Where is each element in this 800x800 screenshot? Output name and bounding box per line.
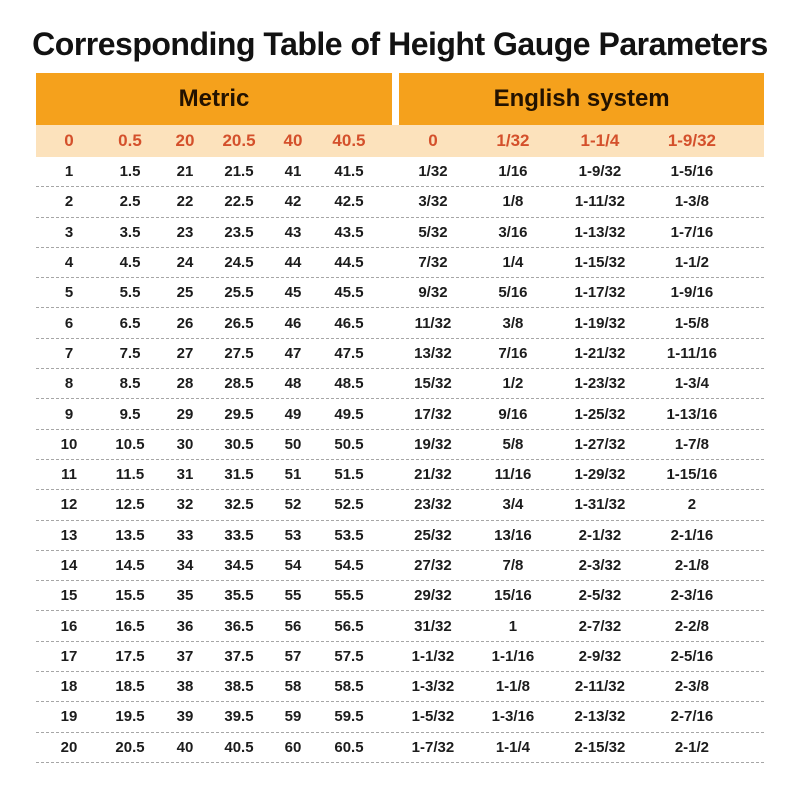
table-cell: 12	[60, 496, 78, 514]
table-cell: 8	[64, 375, 74, 393]
table-cell: 2	[64, 193, 74, 211]
table-cell: 49	[284, 405, 302, 423]
table-cell: 2-11/32	[574, 678, 625, 696]
table-cell: 2	[687, 496, 697, 514]
table-cell: 3.5	[119, 223, 141, 241]
table-cell: 22	[176, 193, 194, 211]
table-cell: 30	[176, 435, 194, 453]
table-cell: 0	[428, 131, 438, 150]
table-cell: 17/32	[414, 405, 452, 423]
group-header-divider	[392, 73, 399, 125]
table-cell: 10	[60, 435, 78, 453]
table-cell: 5.5	[119, 284, 141, 302]
table-cell: 41	[284, 163, 302, 181]
table-cell: 5	[64, 284, 74, 302]
table-cell: 1-7/32	[411, 738, 455, 756]
table-cell: 15	[60, 587, 78, 605]
table-cell: 7/32	[418, 254, 448, 272]
table-cell: 6.5	[119, 314, 141, 332]
table-cell: 1/4	[502, 254, 524, 272]
table-row	[36, 672, 764, 702]
table-cell: 2-5/16	[670, 647, 714, 665]
table-cell: 40	[283, 131, 303, 150]
table-cell: 26	[176, 314, 194, 332]
table-cell: 1-3/4	[674, 375, 710, 393]
table-cell: 21	[176, 163, 194, 181]
table-cell: 31.5	[224, 466, 254, 484]
table-row	[36, 218, 764, 248]
table-cell: 9/16	[498, 405, 528, 423]
group-header-metric: Metric	[36, 73, 392, 125]
table-cell: 37	[176, 647, 194, 665]
table-cell: 23.5	[224, 223, 254, 241]
table-cell: 58	[284, 678, 302, 696]
group-header-english: English system	[399, 73, 764, 125]
table-cell: 17	[60, 647, 78, 665]
table-row	[36, 521, 764, 551]
table-cell: 1-1/16	[491, 647, 535, 665]
table-cell: 57	[284, 647, 302, 665]
table-cell: 3/16	[498, 223, 528, 241]
table-cell: 14.5	[115, 557, 145, 574]
table-cell: 1/32	[496, 131, 530, 150]
table-cell: 1-15/16	[666, 466, 718, 484]
table-row	[36, 278, 764, 308]
table-row	[36, 490, 764, 520]
table-cell: 1-19/32	[574, 314, 626, 332]
table-cell: 44	[284, 254, 302, 272]
table-cell: 27	[176, 344, 194, 362]
table-cell: 2-3/32	[578, 557, 622, 574]
table-cell: 1-25/32	[574, 405, 626, 423]
table-row	[36, 642, 764, 672]
table-cell: 5/16	[498, 284, 528, 302]
table-row	[36, 611, 764, 641]
table-cell: 18.5	[115, 678, 145, 696]
table-cell: 50	[284, 435, 302, 453]
table-cell: 18	[60, 678, 78, 696]
table-cell: 49.5	[334, 405, 364, 423]
table-cell: 1-9/16	[670, 284, 714, 302]
table-cell: 2-15/32	[574, 738, 626, 756]
table-cell: 25/32	[414, 526, 452, 544]
table-cell: 35	[176, 587, 194, 605]
table-row	[36, 187, 764, 217]
table-cell: 54.5	[334, 557, 364, 574]
table-cell: 1-29/32	[574, 466, 626, 484]
table-cell: 55	[284, 587, 302, 605]
table-cell: 17.5	[115, 647, 145, 665]
table-cell: 1-15/32	[574, 254, 626, 272]
table-cell: 9/32	[418, 284, 448, 302]
table-cell: 1-23/32	[574, 375, 626, 393]
table-cell: 1-9/32	[667, 131, 717, 150]
table-cell: 9.5	[119, 405, 141, 423]
table-cell: 47	[284, 344, 302, 362]
table-cell: 11/16	[494, 466, 532, 484]
table-cell: 3/8	[502, 314, 524, 332]
table-cell: 8.5	[119, 375, 141, 393]
table-cell: 11/32	[414, 314, 452, 332]
table-cell: 53.5	[334, 526, 364, 544]
table-cell: 4	[64, 254, 74, 272]
table-cell: 11.5	[115, 466, 145, 484]
table-cell: 13/16	[494, 526, 532, 544]
table-cell: 1-5/8	[674, 314, 710, 332]
table-body	[36, 125, 764, 763]
page-title: Corresponding Table of Height Gauge Parameters	[32, 26, 768, 62]
table-cell: 42.5	[334, 193, 364, 211]
table-cell: 1	[508, 617, 518, 635]
table-cell: 22.5	[224, 193, 254, 211]
table-cell: 2-13/32	[574, 708, 626, 726]
table-cell: 34.5	[224, 557, 254, 574]
table-cell: 28.5	[224, 375, 254, 393]
table-row	[36, 369, 764, 399]
table-cell: 19	[60, 708, 78, 726]
table-cell: 24.5	[224, 254, 254, 272]
table-row	[36, 308, 764, 338]
table-cell: 15/32	[414, 375, 452, 393]
table-cell: 2.5	[119, 193, 141, 211]
table-cell: 24	[176, 254, 194, 272]
table-cell: 36	[176, 617, 194, 635]
table-cell: 2-1/16	[670, 526, 714, 544]
table-cell: 47.5	[334, 344, 364, 362]
table-group-header	[36, 73, 764, 125]
table-cell: 28	[176, 375, 194, 393]
table-cell: 59	[284, 708, 302, 726]
table-cell: 42	[284, 193, 302, 211]
table-cell: 16	[60, 617, 78, 635]
table-cell: 1-13/16	[666, 405, 718, 423]
table-cell: 40	[176, 738, 194, 756]
table-cell: 56.5	[334, 617, 364, 635]
table-cell: 6	[64, 314, 74, 332]
table-cell: 5/32	[418, 223, 448, 241]
table-cell: 33	[176, 526, 194, 544]
table-cell: 55.5	[334, 587, 364, 605]
table-cell: 33.5	[224, 526, 254, 544]
table-cell: 3/4	[502, 496, 524, 514]
table-cell: 1-1/32	[411, 647, 455, 665]
table-cell: 3/32	[418, 193, 448, 211]
table-row	[36, 702, 764, 732]
table-cell: 1-3/8	[674, 193, 710, 211]
table-cell: 1-3/32	[411, 678, 455, 696]
table-cell: 43	[284, 223, 302, 241]
table-cell: 1-3/16	[491, 708, 535, 726]
table-row	[36, 551, 764, 581]
table-cell: 1-13/32	[574, 223, 626, 241]
table-cell: 45.5	[334, 284, 364, 302]
table-cell: 20.5	[222, 131, 256, 150]
table-cell: 40.5	[332, 131, 366, 150]
table-cell: 1-1/8	[495, 678, 531, 696]
table-cell: 7/8	[502, 557, 524, 574]
parameters-table	[36, 73, 764, 763]
table-cell: 2-1/2	[674, 738, 710, 756]
table-cell: 1-5/16	[670, 163, 714, 181]
table-cell: 7	[64, 344, 74, 362]
table-cell: 1-11/32	[574, 193, 625, 211]
table-cell: 10.5	[115, 435, 145, 453]
table-cell: 1-17/32	[574, 284, 626, 302]
table-cell: 9	[64, 405, 74, 423]
table-cell: 16.5	[115, 617, 145, 635]
table-cell: 32	[176, 496, 194, 514]
table-cell: 2-1/32	[578, 526, 622, 544]
table-cell: 2-7/16	[670, 708, 714, 726]
table-cell: 29	[176, 405, 194, 423]
table-cell: 41.5	[334, 163, 364, 181]
table-cell: 2-9/32	[578, 647, 622, 665]
table-row	[36, 733, 764, 763]
table-cell: 36.5	[224, 617, 254, 635]
table-cell: 25	[176, 284, 194, 302]
table-cell: 60	[284, 738, 302, 756]
table-cell: 1	[64, 163, 74, 181]
table-cell: 1-11/16	[666, 344, 717, 362]
table-cell: 58.5	[334, 678, 364, 696]
table-cell: 1/8	[502, 193, 524, 211]
table-cell: 0	[64, 131, 74, 150]
table-cell: 40.5	[224, 738, 254, 756]
table-cell: 20	[60, 738, 78, 756]
table-cell: 29.5	[224, 405, 254, 423]
table-cell: 56	[284, 617, 302, 635]
table-cell: 1-9/32	[578, 163, 622, 181]
table-row	[36, 339, 764, 369]
table-cell: 20	[175, 131, 195, 150]
table-cell: 13.5	[115, 526, 145, 544]
table-cell: 2-5/32	[578, 587, 622, 605]
table-cell: 19/32	[414, 435, 452, 453]
table-cell: 59.5	[334, 708, 364, 726]
table-cell: 2-2/8	[674, 617, 710, 635]
table-row	[36, 157, 764, 187]
table-cell: 5/8	[502, 435, 524, 453]
subheader-row	[36, 125, 764, 157]
table-cell: 2-1/8	[674, 557, 710, 574]
table-cell: 35.5	[224, 587, 254, 605]
table-cell: 48.5	[334, 375, 364, 393]
table-cell: 34	[176, 557, 194, 574]
table-cell: 38.5	[224, 678, 254, 696]
table-cell: 12.5	[115, 496, 145, 514]
table-cell: 31	[176, 466, 194, 484]
table-cell: 53	[284, 526, 302, 544]
table-cell: 1-31/32	[574, 496, 626, 514]
table-cell: 51.5	[334, 466, 364, 484]
table-cell: 1-27/32	[574, 435, 626, 453]
table-cell: 43.5	[334, 223, 364, 241]
table-cell: 2-3/8	[674, 678, 710, 696]
table-cell: 27/32	[414, 557, 452, 574]
table-cell: 1-7/8	[674, 435, 710, 453]
table-cell: 1/2	[502, 375, 524, 393]
table-cell: 32.5	[224, 496, 254, 514]
table-cell: 19.5	[115, 708, 145, 726]
table-cell: 48	[284, 375, 302, 393]
table-cell: 44.5	[334, 254, 364, 272]
table-cell: 20.5	[115, 738, 145, 756]
table-cell: 3	[64, 223, 74, 241]
table-cell: 11	[61, 466, 77, 484]
table-cell: 2-3/16	[670, 587, 714, 605]
table-cell: 26.5	[224, 314, 254, 332]
table-cell: 7/16	[498, 344, 528, 362]
table-row	[36, 581, 764, 611]
table-cell: 57.5	[334, 647, 364, 665]
table-cell: 30.5	[224, 435, 254, 453]
table-cell: 21.5	[224, 163, 254, 181]
table-cell: 1-5/32	[411, 708, 455, 726]
table-cell: 1-7/16	[670, 223, 714, 241]
table-cell: 38	[176, 678, 194, 696]
table-cell: 51	[284, 466, 302, 484]
table-cell: 13/32	[414, 344, 452, 362]
table-cell: 23	[176, 223, 194, 241]
table-cell: 1.5	[119, 163, 141, 181]
table-cell: 14	[60, 557, 78, 574]
table-cell: 37.5	[224, 647, 254, 665]
table-cell: 45	[284, 284, 302, 302]
table-cell: 1-1/2	[674, 254, 710, 272]
table-cell: 31/32	[414, 617, 452, 635]
table-cell: 21/32	[414, 466, 452, 484]
table-cell: 15/16	[494, 587, 532, 605]
table-cell: 1/32	[418, 163, 448, 181]
table-cell: 13	[60, 526, 78, 544]
table-cell: 54	[284, 557, 302, 574]
table-cell: 0.5	[118, 131, 142, 150]
table-cell: 7.5	[119, 344, 141, 362]
table-row	[36, 430, 764, 460]
table-cell: 46.5	[334, 314, 364, 332]
table-cell: 50.5	[334, 435, 364, 453]
table-cell: 1-21/32	[574, 344, 626, 362]
table-cell: 29/32	[414, 587, 452, 605]
table-cell: 52	[284, 496, 302, 514]
table-cell: 1-1/4	[580, 131, 620, 150]
table-cell: 52.5	[334, 496, 364, 514]
table-cell: 60.5	[334, 738, 364, 756]
table-row	[36, 460, 764, 490]
table-cell: 39	[176, 708, 194, 726]
table-row	[36, 248, 764, 278]
table-cell: 4.5	[119, 254, 141, 272]
table-cell: 23/32	[414, 496, 452, 514]
table-row	[36, 399, 764, 429]
table-cell: 15.5	[115, 587, 145, 605]
table-cell: 2-7/32	[578, 617, 622, 635]
table-cell: 1-1/4	[495, 738, 531, 756]
table-cell: 39.5	[224, 708, 254, 726]
table-cell: 27.5	[224, 344, 254, 362]
table-cell: 1/16	[498, 163, 528, 181]
table-cell: 25.5	[224, 284, 254, 302]
table-cell: 46	[284, 314, 302, 332]
